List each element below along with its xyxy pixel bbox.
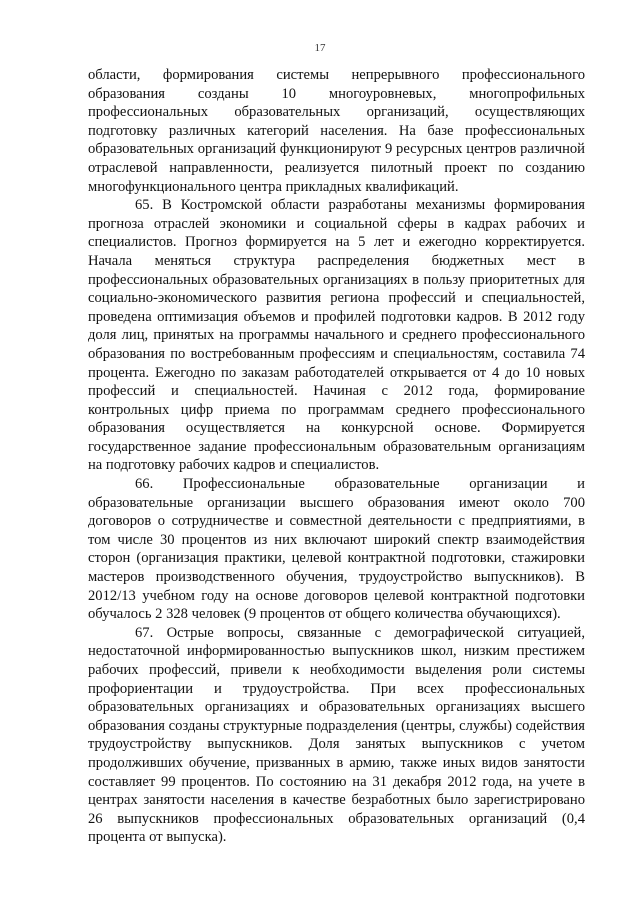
paragraph-65: 65. В Костромской области разработаны механизмы формирования прогноза отраслей экономики и социальной сферы в кадрах рабочих и специалистов. Прогноз формируется на 5 лет и ежегодно корректируется. Начала меняться структура распределения бюджетных мест в профессиональных образовательных организациях в пользу приоритетных для социально-экономического развития региона профессий и специальностей, проведена оптимизация объемов и профилей подготовки кадров. В 2012 году доля лиц, принятых на программы начального и среднего профессионального образования по востребованным профессиям и специальностям, составила 74 процента. Ежегодно по заказам работодателей открывается от 4 до 10 новых профессий и специальностей. Начиная с 2012 года, формирование контрольных цифр приема по программам среднего профессионального образования осуществляется на конкурсной основе. Формируется государственное задание профессиональным образовательным организациям на подготовку рабочих кадров и специалистов.	[88, 197, 585, 474]
paragraph-67: 67. Острые вопросы, связанные с демографической ситуацией, недостаточной информированностью выпускников школ, низким престижем рабочих профессий, привели к необходимости выделения роли системы профориентации и трудоустройства. При всех профессиональных образовательных организациях и образовательных организациях высшего образования созданы структурные подразделения (центры, службы) содействия трудоустройству выпускников. Доля занятых выпускников с учетом продолживших обучение, призванных в армию, также иных видов занятости составляет 99 процентов. По состоянию на 31 декабря 2012 года, на учете в центрах занятости населения в качестве безработных было зарегистрировано 26 выпускников профессиональных образовательных организаций (0,4 процента от выпуска).	[88, 624, 585, 846]
page-number: 17	[314, 42, 326, 54]
document-body	[88, 66, 585, 847]
paragraph-66: 66. Профессиональные образовательные организации и образовательные организации высшего образования имеют около 700 договоров о сотрудничестве и совместной деятельности с предприятиями, в том числе 30 процентов из них включают широкий спектр взаимодействия сторон (организация практики, целевой контрактной подготовки, стажировки мастеров производственного обучения, трудоустройство выпускников). В 2012/13 учебном году на основе договоров целевой контрактной подготовки обучалось 2 328 человек (9 процентов от общего количества обучающихся).	[88, 476, 585, 623]
paragraph-continuation: области, формирования системы непрерывного профессионального образования созданы 10 многоуровневых, многопрофильных профессиональных образовательных организаций, осуществляющих подготовку различных категорий населения. На базе профессиональных образовательных организаций функционируют 9 ресурсных центров различной отраслевой направленности, реализуется пилотный проект по созданию многофункционального центра прикладных квалификаций.	[88, 67, 585, 195]
